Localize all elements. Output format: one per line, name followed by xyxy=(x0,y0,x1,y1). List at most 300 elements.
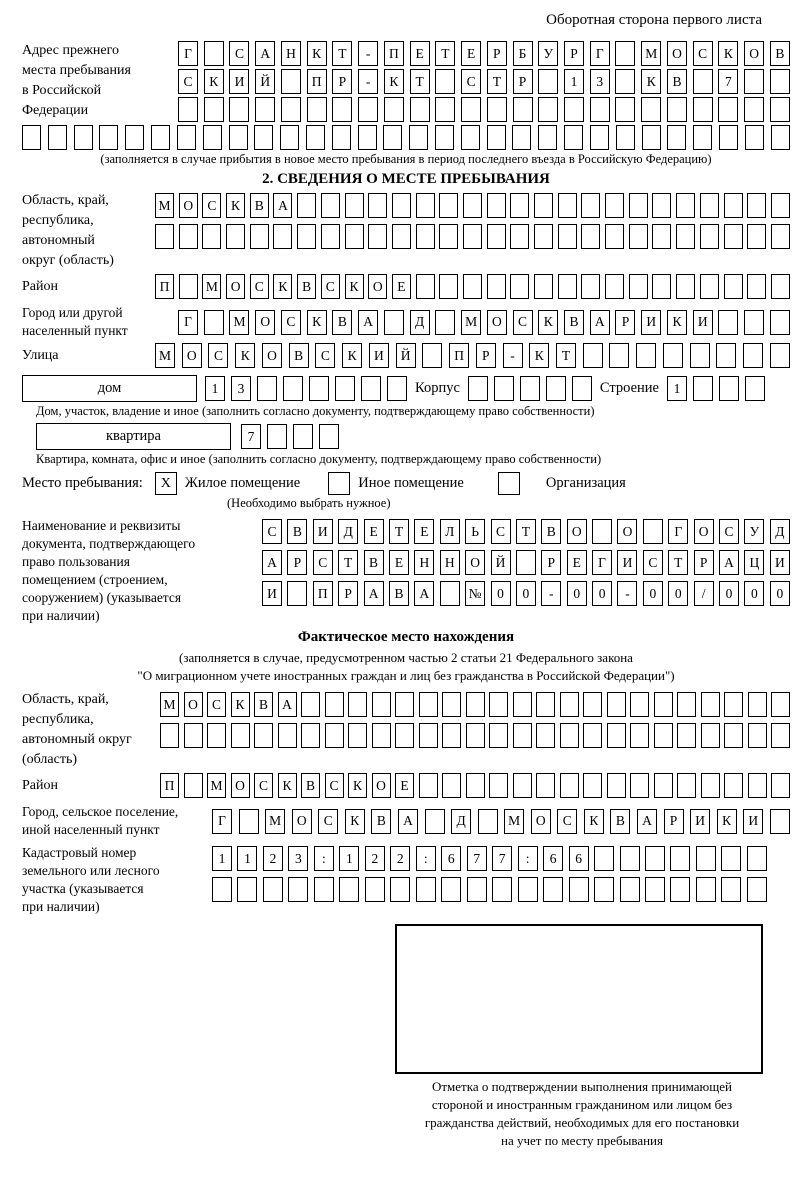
char-cell[interactable] xyxy=(387,376,407,401)
char-cell[interactable] xyxy=(160,723,179,748)
char-cell[interactable]: Г xyxy=(668,519,688,544)
char-cell[interactable]: Д xyxy=(338,519,358,544)
char-cell[interactable] xyxy=(489,723,508,748)
char-cell[interactable] xyxy=(395,723,414,748)
char-cell[interactable]: О xyxy=(667,41,687,66)
char-cell[interactable] xyxy=(696,846,716,871)
char-cell[interactable] xyxy=(652,274,671,299)
char-cell[interactable]: 0 xyxy=(592,581,612,606)
char-cell[interactable] xyxy=(744,69,764,94)
char-cell[interactable] xyxy=(309,376,329,401)
char-cell[interactable]: : xyxy=(314,846,334,871)
char-cell[interactable] xyxy=(615,97,635,122)
char-cell[interactable]: С xyxy=(557,809,577,834)
char-cell[interactable]: Г xyxy=(212,809,232,834)
char-cell[interactable]: Ц xyxy=(744,550,764,575)
char-cell[interactable]: А xyxy=(637,809,657,834)
char-cell[interactable] xyxy=(321,224,340,249)
char-cell[interactable] xyxy=(239,809,259,834)
char-cell[interactable] xyxy=(536,773,555,798)
char-cell[interactable] xyxy=(184,723,203,748)
char-cell[interactable] xyxy=(629,274,648,299)
char-cell[interactable]: И xyxy=(693,310,713,335)
char-cell[interactable] xyxy=(744,310,764,335)
char-cell[interactable] xyxy=(466,773,485,798)
char-cell[interactable] xyxy=(677,723,696,748)
char-cell[interactable]: В xyxy=(301,773,320,798)
char-cell[interactable] xyxy=(583,773,602,798)
char-cell[interactable] xyxy=(652,193,671,218)
char-cell[interactable]: И xyxy=(313,519,333,544)
char-cell[interactable] xyxy=(700,224,719,249)
char-cell[interactable] xyxy=(283,376,303,401)
char-cell[interactable]: К xyxy=(226,193,245,218)
char-cell[interactable]: 0 xyxy=(744,581,764,606)
char-cell[interactable]: Г xyxy=(178,41,198,66)
char-cell[interactable] xyxy=(645,846,665,871)
char-cell[interactable]: Р xyxy=(476,343,496,368)
char-cell[interactable]: К xyxy=(717,809,737,834)
char-cell[interactable] xyxy=(301,692,320,717)
char-cell[interactable] xyxy=(677,692,696,717)
char-cell[interactable]: Р xyxy=(564,41,584,66)
char-cell[interactable] xyxy=(771,274,790,299)
char-cell[interactable] xyxy=(463,274,482,299)
char-cell[interactable] xyxy=(487,274,506,299)
char-cell[interactable] xyxy=(410,97,430,122)
char-cell[interactable]: В xyxy=(297,274,316,299)
char-cell[interactable]: С xyxy=(719,519,739,544)
char-cell[interactable]: Й xyxy=(255,69,275,94)
char-cell[interactable] xyxy=(306,125,325,150)
char-cell[interactable]: В xyxy=(389,581,409,606)
char-cell[interactable]: 2 xyxy=(365,846,385,871)
char-cell[interactable]: О xyxy=(567,519,587,544)
char-cell[interactable] xyxy=(257,376,277,401)
char-cell[interactable]: С xyxy=(491,519,511,544)
char-cell[interactable] xyxy=(700,274,719,299)
char-cell[interactable]: С xyxy=(313,550,333,575)
char-cell[interactable] xyxy=(615,69,635,94)
char-cell[interactable]: В xyxy=(564,310,584,335)
char-cell[interactable] xyxy=(558,274,577,299)
char-cell[interactable]: К xyxy=(384,69,404,94)
char-cell[interactable] xyxy=(416,193,435,218)
char-cell[interactable] xyxy=(319,424,339,449)
char-cell[interactable] xyxy=(442,773,461,798)
char-cell[interactable]: В xyxy=(250,193,269,218)
char-cell[interactable]: А xyxy=(273,193,292,218)
char-cell[interactable] xyxy=(724,723,743,748)
char-cell[interactable] xyxy=(494,376,514,401)
char-cell[interactable] xyxy=(237,877,257,902)
char-cell[interactable] xyxy=(297,224,316,249)
char-cell[interactable] xyxy=(745,125,764,150)
char-cell[interactable] xyxy=(770,310,790,335)
char-cell[interactable] xyxy=(564,125,583,150)
char-cell[interactable] xyxy=(534,274,553,299)
char-cell[interactable] xyxy=(361,376,381,401)
char-cell[interactable]: А xyxy=(719,550,739,575)
char-cell[interactable]: А xyxy=(364,581,384,606)
char-cell[interactable]: М xyxy=(207,773,226,798)
char-cell[interactable] xyxy=(435,125,454,150)
char-cell[interactable]: 1 xyxy=(205,376,225,401)
char-cell[interactable] xyxy=(463,193,482,218)
char-cell[interactable] xyxy=(22,125,41,150)
char-cell[interactable]: В xyxy=(254,692,273,717)
char-cell[interactable] xyxy=(48,125,67,150)
char-cell[interactable] xyxy=(581,193,600,218)
char-cell[interactable] xyxy=(263,877,283,902)
char-cell[interactable]: Д xyxy=(410,310,430,335)
char-cell[interactable]: Л xyxy=(440,519,460,544)
char-cell[interactable]: 0 xyxy=(491,581,511,606)
char-cell[interactable] xyxy=(771,692,790,717)
char-cell[interactable] xyxy=(513,692,532,717)
char-cell[interactable] xyxy=(487,224,506,249)
char-cell[interactable]: Е xyxy=(461,41,481,66)
char-cell[interactable]: 6 xyxy=(441,846,461,871)
char-cell[interactable] xyxy=(390,877,410,902)
char-cell[interactable] xyxy=(620,846,640,871)
char-cell[interactable] xyxy=(744,97,764,122)
char-cell[interactable]: О xyxy=(262,343,282,368)
char-cell[interactable]: С xyxy=(229,41,249,66)
char-cell[interactable]: Ь xyxy=(465,519,485,544)
char-cell[interactable] xyxy=(770,97,790,122)
char-cell[interactable]: К xyxy=(231,692,250,717)
char-cell[interactable] xyxy=(629,193,648,218)
char-cell[interactable]: И xyxy=(369,343,389,368)
char-cell[interactable]: О xyxy=(694,519,714,544)
char-cell[interactable] xyxy=(155,224,174,249)
char-cell[interactable]: П xyxy=(307,69,327,94)
char-cell[interactable] xyxy=(605,193,624,218)
char-cell[interactable] xyxy=(693,376,713,401)
char-cell[interactable]: И xyxy=(641,310,661,335)
char-cell[interactable] xyxy=(513,97,533,122)
char-cell[interactable] xyxy=(487,125,506,150)
char-cell[interactable]: М xyxy=(641,41,661,66)
char-cell[interactable] xyxy=(425,809,445,834)
char-cell[interactable] xyxy=(442,723,461,748)
char-cell[interactable]: Е xyxy=(364,519,384,544)
checkbox-organizatsiya[interactable] xyxy=(498,472,520,495)
char-cell[interactable] xyxy=(771,125,790,150)
char-cell[interactable] xyxy=(677,773,696,798)
char-cell[interactable] xyxy=(747,193,766,218)
char-cell[interactable]: С xyxy=(254,773,273,798)
char-cell[interactable] xyxy=(332,125,351,150)
char-cell[interactable] xyxy=(560,692,579,717)
char-cell[interactable]: 0 xyxy=(719,581,739,606)
char-cell[interactable]: П xyxy=(384,41,404,66)
char-cell[interactable] xyxy=(409,125,428,150)
char-cell[interactable]: М xyxy=(229,310,249,335)
char-cell[interactable]: К xyxy=(273,274,292,299)
char-cell[interactable]: П xyxy=(313,581,333,606)
char-cell[interactable] xyxy=(368,193,387,218)
char-cell[interactable] xyxy=(743,343,763,368)
char-cell[interactable] xyxy=(339,877,359,902)
char-cell[interactable]: Т xyxy=(556,343,576,368)
char-cell[interactable] xyxy=(416,274,435,299)
char-cell[interactable]: М xyxy=(155,343,175,368)
char-cell[interactable] xyxy=(184,773,203,798)
char-cell[interactable] xyxy=(771,723,790,748)
char-cell[interactable]: 0 xyxy=(567,581,587,606)
char-cell[interactable] xyxy=(569,877,589,902)
char-cell[interactable] xyxy=(489,692,508,717)
char-cell[interactable] xyxy=(534,193,553,218)
char-cell[interactable]: 7 xyxy=(492,846,512,871)
char-cell[interactable]: О xyxy=(184,692,203,717)
char-cell[interactable] xyxy=(442,692,461,717)
char-cell[interactable] xyxy=(594,877,614,902)
char-cell[interactable] xyxy=(204,41,224,66)
char-cell[interactable] xyxy=(325,723,344,748)
char-cell[interactable]: 7 xyxy=(718,69,738,94)
char-cell[interactable] xyxy=(332,97,352,122)
char-cell[interactable]: Й xyxy=(396,343,416,368)
char-cell[interactable]: Г xyxy=(590,41,610,66)
char-cell[interactable] xyxy=(335,376,355,401)
char-cell[interactable]: Е xyxy=(410,41,430,66)
char-cell[interactable] xyxy=(435,97,455,122)
char-cell[interactable] xyxy=(419,692,438,717)
char-cell[interactable]: : xyxy=(518,846,538,871)
char-cell[interactable] xyxy=(770,343,790,368)
char-cell[interactable]: 1 xyxy=(667,376,687,401)
char-cell[interactable] xyxy=(701,723,720,748)
char-cell[interactable]: 7 xyxy=(467,846,487,871)
char-cell[interactable] xyxy=(293,424,313,449)
char-cell[interactable] xyxy=(718,310,738,335)
char-cell[interactable] xyxy=(392,224,411,249)
char-cell[interactable]: О xyxy=(292,809,312,834)
char-cell[interactable] xyxy=(724,193,743,218)
char-cell[interactable]: Е xyxy=(567,550,587,575)
char-cell[interactable] xyxy=(348,692,367,717)
char-cell[interactable] xyxy=(642,125,661,150)
char-cell[interactable]: С xyxy=(207,692,226,717)
char-cell[interactable]: К xyxy=(307,41,327,66)
char-cell[interactable]: 6 xyxy=(543,846,563,871)
char-cell[interactable] xyxy=(513,773,532,798)
char-cell[interactable]: С xyxy=(513,310,533,335)
char-cell[interactable]: К xyxy=(307,310,327,335)
char-cell[interactable] xyxy=(99,125,118,150)
char-cell[interactable]: С xyxy=(318,809,338,834)
char-cell[interactable] xyxy=(719,125,738,150)
char-cell[interactable]: С xyxy=(208,343,228,368)
char-cell[interactable]: А xyxy=(262,550,282,575)
char-cell[interactable]: М xyxy=(202,274,221,299)
char-cell[interactable]: О xyxy=(368,274,387,299)
char-cell[interactable]: В xyxy=(287,519,307,544)
char-cell[interactable] xyxy=(724,773,743,798)
char-cell[interactable] xyxy=(590,125,609,150)
char-cell[interactable] xyxy=(250,224,269,249)
char-cell[interactable]: 0 xyxy=(643,581,663,606)
char-cell[interactable] xyxy=(204,97,224,122)
char-cell[interactable] xyxy=(487,193,506,218)
char-cell[interactable]: С xyxy=(262,519,282,544)
char-cell[interactable] xyxy=(492,877,512,902)
char-cell[interactable]: Т xyxy=(487,69,507,94)
char-cell[interactable]: О xyxy=(231,773,250,798)
char-cell[interactable]: 2 xyxy=(263,846,283,871)
char-cell[interactable] xyxy=(538,69,558,94)
char-cell[interactable] xyxy=(345,193,364,218)
char-cell[interactable]: Г xyxy=(592,550,612,575)
char-cell[interactable] xyxy=(151,125,170,150)
char-cell[interactable] xyxy=(536,723,555,748)
char-cell[interactable] xyxy=(718,97,738,122)
char-cell[interactable] xyxy=(572,376,592,401)
char-cell[interactable] xyxy=(358,97,378,122)
char-cell[interactable] xyxy=(546,376,566,401)
char-cell[interactable] xyxy=(771,193,790,218)
char-cell[interactable] xyxy=(594,846,614,871)
char-cell[interactable] xyxy=(510,274,529,299)
char-cell[interactable]: В xyxy=(667,69,687,94)
char-cell[interactable] xyxy=(177,125,196,150)
char-cell[interactable] xyxy=(620,877,640,902)
char-cell[interactable]: К xyxy=(538,310,558,335)
char-cell[interactable]: К xyxy=(584,809,604,834)
char-cell[interactable] xyxy=(609,343,629,368)
char-cell[interactable]: Р xyxy=(287,550,307,575)
char-cell[interactable]: Г xyxy=(178,310,198,335)
char-cell[interactable] xyxy=(439,274,458,299)
char-cell[interactable]: 2 xyxy=(390,846,410,871)
char-cell[interactable]: № xyxy=(465,581,485,606)
char-cell[interactable]: 1 xyxy=(212,846,232,871)
char-cell[interactable] xyxy=(439,224,458,249)
char-cell[interactable] xyxy=(461,125,480,150)
char-cell[interactable] xyxy=(384,97,404,122)
char-cell[interactable]: О xyxy=(182,343,202,368)
char-cell[interactable]: А xyxy=(414,581,434,606)
char-cell[interactable] xyxy=(536,692,555,717)
char-cell[interactable]: Т xyxy=(435,41,455,66)
char-cell[interactable] xyxy=(440,581,460,606)
checkbox-zhiloe[interactable]: X xyxy=(155,472,177,495)
char-cell[interactable] xyxy=(583,692,602,717)
char-cell[interactable] xyxy=(203,125,222,150)
char-cell[interactable]: С xyxy=(178,69,198,94)
char-cell[interactable]: Р xyxy=(615,310,635,335)
char-cell[interactable] xyxy=(435,310,455,335)
char-cell[interactable] xyxy=(558,193,577,218)
char-cell[interactable]: И xyxy=(262,581,282,606)
char-cell[interactable]: Т xyxy=(516,519,536,544)
char-cell[interactable]: П xyxy=(449,343,469,368)
char-cell[interactable]: К xyxy=(345,274,364,299)
char-cell[interactable]: М xyxy=(155,193,174,218)
char-cell[interactable] xyxy=(419,723,438,748)
char-cell[interactable] xyxy=(719,376,739,401)
char-cell[interactable]: О xyxy=(372,773,391,798)
char-cell[interactable] xyxy=(489,773,508,798)
char-cell[interactable] xyxy=(645,877,665,902)
char-cell[interactable] xyxy=(419,773,438,798)
char-cell[interactable]: И xyxy=(690,809,710,834)
char-cell[interactable]: 0 xyxy=(516,581,536,606)
char-cell[interactable] xyxy=(178,97,198,122)
char-cell[interactable]: К xyxy=(529,343,549,368)
char-cell[interactable] xyxy=(676,193,695,218)
char-cell[interactable] xyxy=(654,692,673,717)
char-cell[interactable]: К xyxy=(718,41,738,66)
char-cell[interactable]: М xyxy=(160,692,179,717)
char-cell[interactable]: К xyxy=(641,69,661,94)
char-cell[interactable]: - xyxy=(541,581,561,606)
char-cell[interactable]: Н xyxy=(414,550,434,575)
char-cell[interactable]: 1 xyxy=(564,69,584,94)
char-cell[interactable]: Й xyxy=(491,550,511,575)
char-cell[interactable] xyxy=(630,692,649,717)
char-cell[interactable] xyxy=(358,125,377,150)
char-cell[interactable] xyxy=(365,877,385,902)
char-cell[interactable] xyxy=(74,125,93,150)
char-cell[interactable]: С xyxy=(250,274,269,299)
char-cell[interactable]: 3 xyxy=(590,69,610,94)
char-cell[interactable]: М xyxy=(461,310,481,335)
char-cell[interactable] xyxy=(297,193,316,218)
char-cell[interactable] xyxy=(534,224,553,249)
char-cell[interactable]: В xyxy=(541,519,561,544)
char-cell[interactable] xyxy=(747,274,766,299)
char-cell[interactable]: О xyxy=(226,274,245,299)
char-cell[interactable] xyxy=(202,224,221,249)
char-cell[interactable] xyxy=(724,224,743,249)
char-cell[interactable] xyxy=(468,376,488,401)
char-cell[interactable] xyxy=(416,224,435,249)
char-cell[interactable]: В xyxy=(364,550,384,575)
char-cell[interactable]: У xyxy=(538,41,558,66)
char-cell[interactable] xyxy=(288,877,308,902)
char-cell[interactable] xyxy=(463,224,482,249)
char-cell[interactable]: С xyxy=(281,310,301,335)
char-cell[interactable]: Д xyxy=(770,519,790,544)
char-cell[interactable] xyxy=(630,773,649,798)
char-cell[interactable] xyxy=(314,877,334,902)
char-cell[interactable]: К xyxy=(342,343,362,368)
char-cell[interactable] xyxy=(207,723,226,748)
char-cell[interactable]: 1 xyxy=(237,846,257,871)
char-cell[interactable] xyxy=(383,125,402,150)
char-cell[interactable] xyxy=(693,69,713,94)
char-cell[interactable]: С xyxy=(325,773,344,798)
char-cell[interactable] xyxy=(607,692,626,717)
char-cell[interactable] xyxy=(724,274,743,299)
char-cell[interactable]: М xyxy=(265,809,285,834)
char-cell[interactable] xyxy=(654,773,673,798)
char-cell[interactable] xyxy=(667,125,686,150)
char-cell[interactable] xyxy=(605,224,624,249)
char-cell[interactable]: Р xyxy=(664,809,684,834)
char-cell[interactable]: И xyxy=(770,550,790,575)
char-cell[interactable] xyxy=(510,193,529,218)
char-cell[interactable] xyxy=(345,224,364,249)
char-cell[interactable] xyxy=(701,692,720,717)
char-cell[interactable] xyxy=(607,773,626,798)
char-cell[interactable]: К xyxy=(348,773,367,798)
char-cell[interactable] xyxy=(321,193,340,218)
